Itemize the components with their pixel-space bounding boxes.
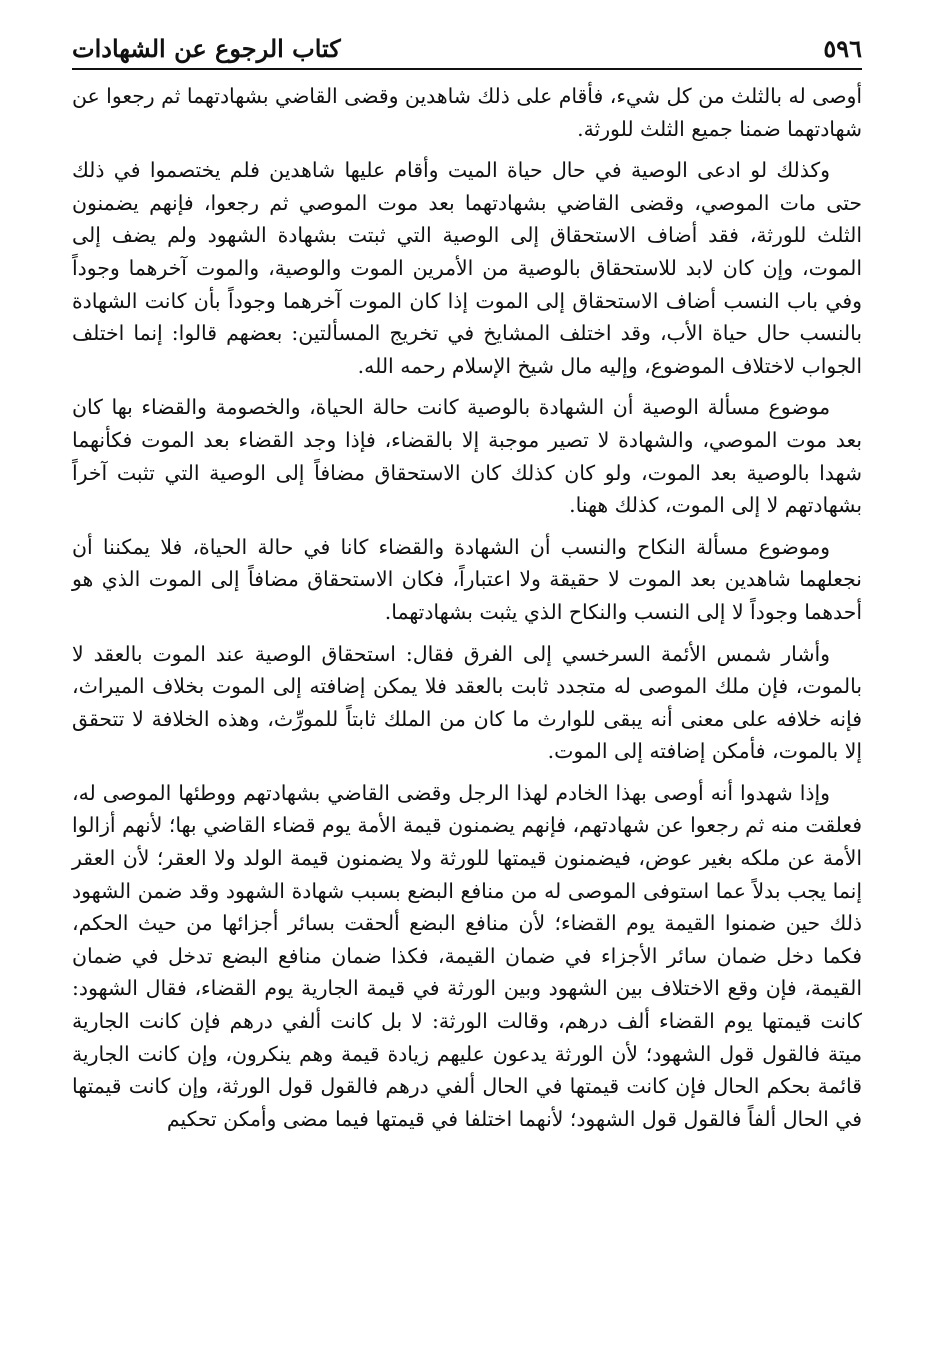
running-title: كتاب الرجوع عن الشهادات [72, 34, 341, 63]
page-number: ٥٩٦ [823, 34, 862, 63]
paragraph: أوصى له بالثلث من كل شيء، فأقام على ذلك شاهدين وقضى القاضي بشهادتهما ثم رجعوا عن شهادتهما ضمنا جميع الثلث للورثة. [72, 84, 862, 141]
paragraph: وأشار شمس الأئمة السرخسي إلى الفرق فقال: استحقاق الوصية عند الموت بالعقد لا بالموت، فإن ملك الموصى له متجدد ثابت بالعقد فلا يمكن إضافته إلى الموت بخلاف الميراث، فإنه خلافه على معنى أنه يبقى للوارث ما كان من الملك ثابتاً للمورِّث، وهذه الخلافة لا تتحقق إلا بالموت، فأمكن إضافته إلى الموت. [72, 641, 862, 764]
paragraph: وموضوع مسألة النكاح والنسب أن الشهادة والقضاء كانا في حالة الحياة، فلا يمكننا أن نجعلهما شاهدين بعد الموت لا حقيقة ولا اعتباراً، فكان الاستحقاق مضافاً إلى الموت الذي هو أحدهما وجوداً لا إلى النسب والنكاح الذي يثبت بشهادتهما. [72, 534, 862, 624]
page-header [72, 28, 862, 70]
paragraph: وكذلك لو ادعى الوصية في حال حياة الميت وأقام عليها شاهدين فلم يختصموا في ذلك حتى مات الموصي، وقضى القاضي بشهادتهما بعد موت الموصي ثم رجعوا، فإنهم يضمنون الثلث للورثة، فقد أضاف الاستحقاق إلى الوصية التي ثبتت بشهادة الشهود ولم يضف إلى الموت، وإن كان لابد للاستحقاق بالوصية من الأمرين الموت والوصية، والموت آخرهما وجوداً وفي باب النسب أضاف الاستحقاق إلى الموت إذا كان الموت آخرهما وجوداً بأن كانت الشهادة بالنسب حال حياة الأب، وقد اختلف المشايخ في تخريج المسألتين: بعضهم قالوا: إنما اختلف الجواب لاختلاف الموضوع، وإليه مال شيخ الإسلام رحمه الله. [72, 158, 862, 378]
paragraph: موضوع مسألة الوصية أن الشهادة بالوصية كانت حالة الحياة، والخصومة والقضاء بها كان بعد موت الموصي، والشهادة لا تصير موجبة إلا بالقضاء، فإذا وجد القضاء بعد الموت فكأنهما شهدا بالوصية بعد الموت، ولو كان كذلك كان الاستحقاق مضافاً إلى الوصية التي تثبت آخراً بشهادتهم لا إلى الموت، كذلك ههنا. [72, 395, 862, 518]
paragraph: وإذا شهدوا أنه أوصى بهذا الخادم لهذا الرجل وقضى القاضي بشهادتهم ووطئها الموصى له، فعلقت منه ثم رجعوا عن شهادتهم، فإنهم يضمنون قيمة الأمة يوم قضاء القاضي بها؛ لأنهم أزالوا الأمة عن ملكه بغير عوض، فيضمنون قيمتها للورثة ولا يضمنون قيمة الولد ولا العقر؛ لأن العقر إنما يجب بدلاً عما استوفى الموصى له من منافع البضع بسبب شهادة الشهود وقد ضمن الشهود ذلك حين ضمنوا القيمة يوم القضاء؛ لأن منافع البضع ألحقت بسائر أجزائها من حيث الحكم، فكما دخل ضمان سائر الأجزاء في ضمان القيمة، فكذا ضمان منافع البضع تدخل في ضمان القيمة، فإن وقع الاختلاف بين الشهود وبين الورثة في قيمة الجارية يوم القضاء، فقال الشهود: كانت قيمتها يوم القضاء ألف درهم، وقالت الورثة: لا بل كانت ألفي درهم فإن كانت الجارية ميتة فالقول قول الشهود؛ لأن الورثة يدعون عليهم زيادة قيمة وهم ينكرون، وإن كانت الجارية قائمة بحكم الحال فإن كانت قيمتها في الحال ألفي درهم فالقول قول الورثة، وإن كانت قيمتها في الحال ألفاً فالقول قول الشهود؛ لأنهما اختلفا في قيمتها فيما مضى وأمكن تحكيم [72, 780, 862, 1131]
page-body [72, 80, 862, 1144]
